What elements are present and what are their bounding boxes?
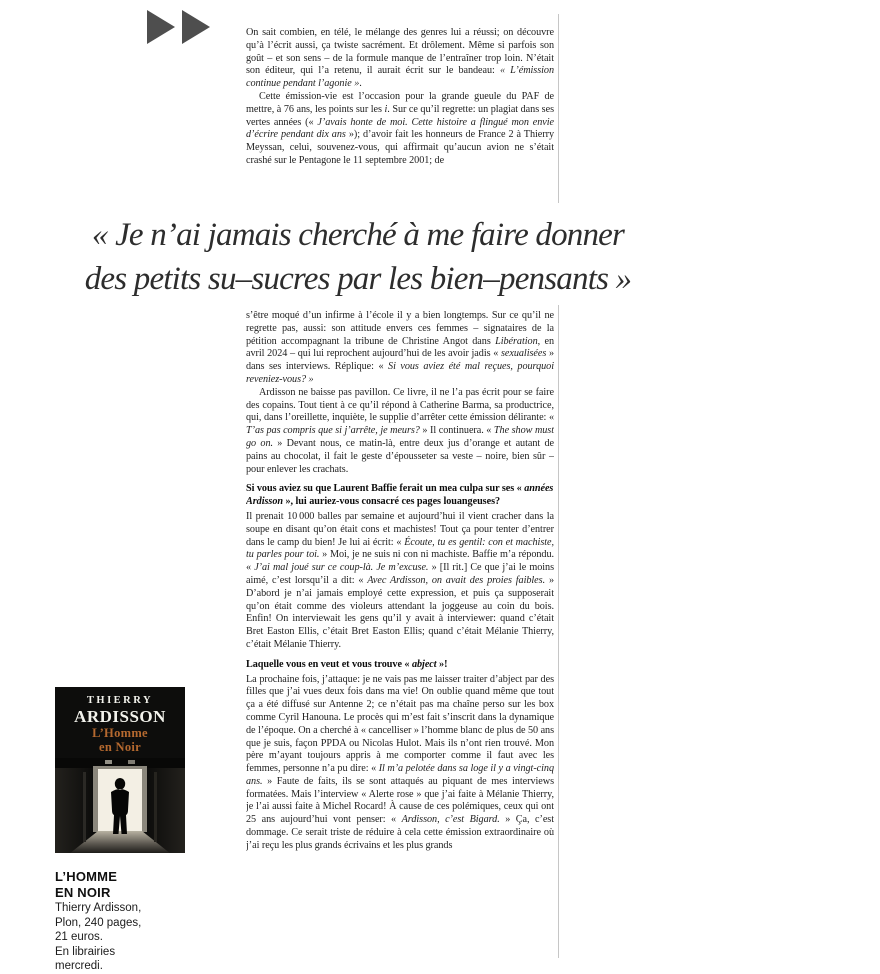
side-door-edge [83,772,86,842]
article-paragraph: s’être moqué d’un infirme à l’école il y a bien longtemps. Sur ce qu’il ne regrette pas, aussi: son attitude envers ces femmes – signataires de la pétition accompagnant la tribune de Christine Angot dans Libération, en avril 2024 – qui lui reprochent aujourd’hui de les avoir jadis « sexualisées » dans ses interviews. Réplique: « Si vous aviez été mal reçues, pourquoi reveniez-vous? » [246,310,554,385]
pull-quote [10,203,706,305]
interview-question: Laquelle vous en veut et vous trouve « abject »! [246,658,448,670]
article-paragraph: Ardisson ne baisse pas pavillon. Ce livre, il ne l’a pas écrit pour se faire des copains. Tout tient à ce qu’il répond à Catherine Barma, sa productrice, qui, dans l’oreillette, inquiète, le supplie d’arrêter cette émission délirante: « T’as pas compris que si j’arrête, je meurs? » Il continuera. « The show must go on. » Devant nous, ce matin-là, entre deux jus d’orange et autant de pains au chocolat, il fait le geste d’épousseter sa veste – noire, bien sûr – pour enlever les crachats. [246,386,554,475]
caption-title [55,869,215,901]
caption-detail-line: Plon, 240 pages, [55,916,142,929]
article-paragraph: Cette émission-vie est l’occasion pour la grande gueule du PAF de mettre, à 76 ans, les points sur les i. Sur ce qu’il regrette: un plagiat dans ses vertes années (« J’avais honte de moi. Cette histoire a flingué mon envie d’écrire pendant dix ans »); d’avoir fait les honneurs de France 2 à Thierry Meyssan, celui, souvenez-vous, qui affirmait qu’aucun avion ne s’était crashé sur le Pentagone le 11 septembre 2001; de [246,90,554,166]
caption-detail-line: 21 euros. [55,931,103,944]
side-door-edge [154,772,157,842]
pull-quote-line: des petits su–sucres par les bien–pensants » [84,261,632,297]
article-paragraph: On sait combien, en télé, le mélange des genres lui a réussi; on découvre qu’à l’écrit aussi, ça twiste sacrément. Et drôlement. Même si parfois son goût – et son sens – de la formule manque de l’entraîner trop loin. N’était son éditeur, qui l’a retenu, il aurait écrit sur le bandeau: « L’émission continue pendant l’agonie ». [246,27,554,90]
article-paragraph: Il prenait 10 000 balles par semaine et aujourd’hui il vient cracher dans la soupe en disant qu’on était cons et machistes! Tout ça pour tenter d’entrer dans le camp du bien! Je lui ai écrit: « Écoute, tu es gentil: con et machiste, tu parles pour toi. » Moi, je ne suis ni con ni machiste. Baffie m’a répondu. « J’ai mal joué sur ce coup-là. Je m’excuse. » [Il rit.] Ce que j’ai le moins aimé, c’est lorsqu’il a dit: « Avec Ardisson, on avait des proies faibles. » D’abord je n’ai jamais employé cette expression, et puis ça supposerait qu’on était comme des violeurs attendant la joggeuse au coin du bois. Enfin! On interviewait les gens qu’il y avait à interviewer: quand c’était Bret Easton Ellis, c’était Bret Easton Ellis; quand c’était Mélanie Thierry, c’était Mélanie Thierry. [246,510,554,650]
column-divider [558,14,559,958]
book-cover-photo [55,758,185,853]
caption-title-line: L’HOMME [55,869,118,884]
book-cover [55,687,185,853]
caption-detail-line: En librairies [55,945,116,958]
article-column-right [567,27,876,959]
ceiling-light [105,760,112,764]
book-caption [55,869,215,974]
article-column-middle-bottom [246,310,554,960]
article-column-middle-top [246,27,554,203]
book-cover-title-line2: en Noir [98,740,142,754]
triangle-icon [147,10,175,44]
caption-title-line: EN NOIR [55,885,111,900]
book-cover-author-first-name: THIERRY [86,695,154,706]
book-cover-author-last-name: ARDISSON [74,707,166,726]
interview-question: Si vous aviez su que Laurent Baffie ferait un mea culpa sur ses « années Ardisson », lui auriez-vous consacré ces pages louangeuses? [246,483,554,508]
pull-quote-line: « Je n’ai jamais cherché à me faire donner [91,217,625,253]
triangle-icon [182,10,210,44]
book-cover-title-line1: L’Homme [92,726,148,740]
ceiling-light [128,760,135,764]
fast-forward-icon [147,9,217,45]
caption-details [55,901,215,974]
article-paragraph: La prochaine fois, j’attaque: je ne vais pas me laisser traiter d’abject par des filles que j’ai vues deux fois dans ma vie! On oublie quand même que tout ça a été diffusé sur Antenne 2; ce n’était pas ma chaîne perso sur les box comme Cyril Hanouna. Le procès qui m’est fait s’inscrit dans la dynamique de l’époque. On a cherché à « cancelliser » l’homme blanc de plus de 50 ans que je suis, façon PPDA ou Nicolas Hulot. Mais ils n’ont rien trouvé. Mon père m’ayant toujours appris à me comporter comme il faut avec les femmes, personne n’a pu dire: « Il m’a pelotée dans sa loge il y a vingt-cinq ans. » Faute de faits, ils se sont attaqués au piquant de mes interviews formatées. Mais l’interview « Alerte rose » que j’ai faite à Mélanie Thierry, je l’ai aussi faite à Michel Rocard! À cause de ces polémiques, ceux qui ont 25 ans aujourd’hui vont penser: « Ardisson, c’est Bigard. » Ça, c’est dommage. Ce serait triste de réduire à cela cette émission extraordinaire où j’ai reçu les plus grands écrivains et les plus grands [246,673,554,851]
caption-detail-line: mercredi. [55,960,103,973]
caption-detail-line: Thierry Ardisson, [55,902,142,914]
